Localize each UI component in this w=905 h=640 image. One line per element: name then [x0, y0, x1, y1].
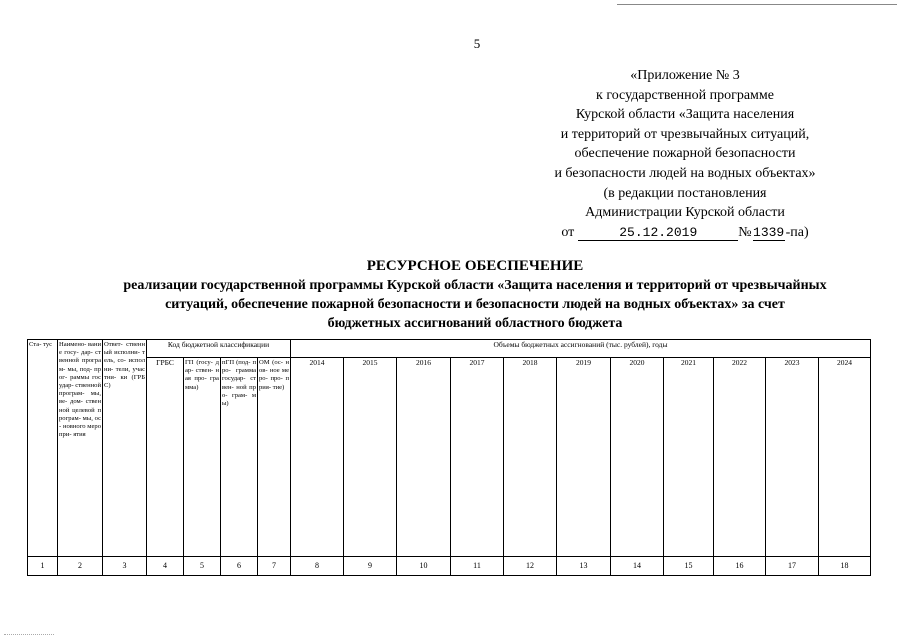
- decree-number: 1339: [753, 224, 785, 240]
- header-year: 2018: [504, 358, 557, 557]
- header-program-name: Наимено- вание госу- дар- ственной програм- мы, под- прог- раммы государ- ственной програм- мы, ве- дом- ственной целевой програм- мы, ос- новного меропри- ятия: [58, 340, 103, 557]
- column-number: 9: [344, 557, 397, 576]
- header-year: 2020: [611, 358, 664, 557]
- column-number-row: [28, 557, 871, 576]
- annex-line: и территорий от чрезвычайных ситуаций,: [560, 126, 810, 142]
- column-number: 17: [766, 557, 819, 576]
- header-volumes: Объемы бюджетных ассигнований (тыс. рублей), годы: [291, 340, 871, 358]
- annex-line: (в редакции постановления: [603, 185, 767, 201]
- decree-date: 25.12.2019: [578, 225, 738, 241]
- column-number: 2: [58, 557, 103, 576]
- header-status: Ста- тус: [28, 340, 58, 557]
- header-year: 2016: [397, 358, 451, 557]
- annex-block: [520, 66, 850, 242]
- header-year: 2024: [819, 358, 871, 557]
- column-number: 16: [714, 557, 766, 576]
- header-year: 2022: [714, 358, 766, 557]
- number-suffix: -па): [785, 224, 809, 240]
- header-row-top: [28, 340, 871, 358]
- document-subtitle-line: ситуаций, обеспечение пожарной безопасности и безопасности людей на водных объектах» за счет: [165, 297, 785, 312]
- annex-line: к государственной программе: [596, 87, 774, 103]
- date-prefix: от: [561, 224, 575, 240]
- header-code-col: ГП (госу- дар- ствен- ная про- грамма): [184, 358, 221, 557]
- decree-date-line: [520, 223, 850, 243]
- column-number: 11: [451, 557, 504, 576]
- header-code-col: ГРБС: [147, 358, 184, 557]
- page-number: 5: [473, 36, 481, 51]
- annex-line: обеспечение пожарной безопасности: [574, 146, 796, 162]
- document-title: РЕСУРСНОЕ ОБЕСПЕЧЕНИЕ: [366, 258, 584, 274]
- column-number: 15: [664, 557, 714, 576]
- header-year: 2023: [766, 358, 819, 557]
- document-subtitle-line: реализации государственной программы Курской области «Защита населения и территорий от чрезвычайных: [123, 278, 827, 293]
- column-number: 6: [221, 557, 258, 576]
- header-code-col: пГП (под- про- грамма государ- ствен- ной про- грам- мы): [221, 358, 258, 557]
- document-subtitle-line: бюджетных ассигнований областного бюджета: [327, 316, 623, 331]
- resource-table: [27, 339, 871, 576]
- column-number: 7: [258, 557, 291, 576]
- header-year: 2014: [291, 358, 344, 557]
- column-number: 5: [184, 557, 221, 576]
- column-number: 4: [147, 557, 184, 576]
- header-code-col: ОМ (ос- нов- ное меро- про- прия- тие): [258, 358, 291, 557]
- top-edge-rule: [617, 4, 897, 5]
- column-number: 13: [557, 557, 611, 576]
- column-number: 1: [28, 557, 58, 576]
- header-year: 2015: [344, 358, 397, 557]
- number-prefix: №: [738, 224, 752, 240]
- document-heading: [90, 257, 860, 333]
- header-executor: Ответ- ственный исполни- тель, со- исполни- тели, участни- ки (ГРБС): [103, 340, 147, 557]
- header-budget-code: Код бюджетной классификации: [147, 340, 291, 358]
- annex-line: Курской области «Защита населения: [575, 107, 795, 123]
- column-number: 10: [397, 557, 451, 576]
- scan-edge-mark: [4, 634, 54, 635]
- column-number: 18: [819, 557, 871, 576]
- annex-line: Администрации Курской области: [585, 205, 785, 221]
- column-number: 3: [103, 557, 147, 576]
- annex-line: «Приложение № 3: [630, 68, 740, 83]
- column-number: 14: [611, 557, 664, 576]
- header-row-sub: [28, 358, 871, 557]
- annex-line: и безопасности людей на водных объектах»: [554, 165, 816, 181]
- header-year: 2019: [557, 358, 611, 557]
- column-number: 12: [504, 557, 557, 576]
- header-year: 2017: [451, 358, 504, 557]
- header-year: 2021: [664, 358, 714, 557]
- column-number: 8: [291, 557, 344, 576]
